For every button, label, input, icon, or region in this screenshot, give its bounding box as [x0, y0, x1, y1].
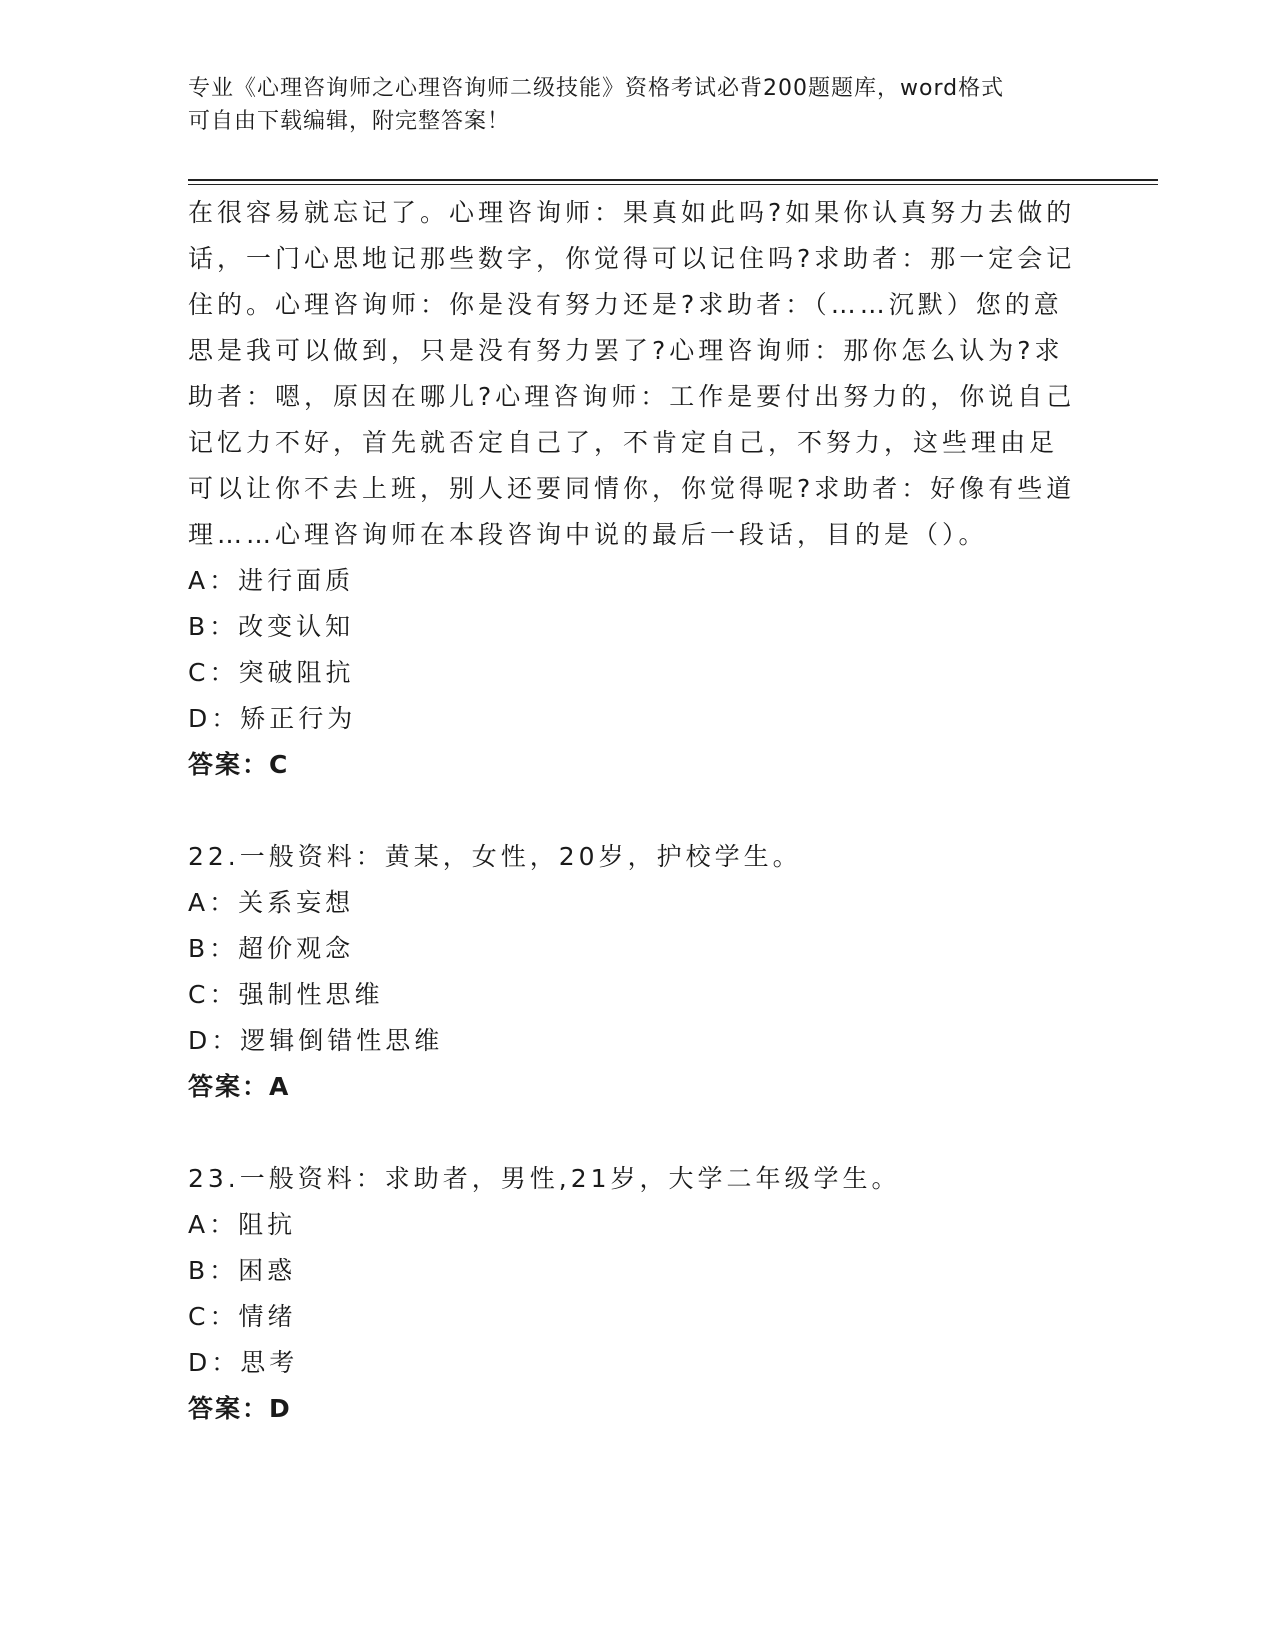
page-header — [188, 72, 1088, 138]
question-stem: 23.一般资料：求助者，男性,21岁，大学二年级学生。 — [188, 1164, 901, 1193]
spacer — [188, 788, 1088, 834]
header-rule-thick — [188, 179, 1158, 181]
passage-line: 住的。心理咨询师：你是没有努力还是?求助者：（……沉默）您的意 — [188, 290, 1063, 319]
header-title-line-1: 专业《心理咨询师之心理咨询师二级技能》资格考试必背200题题库，word格式 — [188, 76, 1005, 101]
option-b: B：改变认知 — [188, 612, 355, 641]
header-title-line-2: 可自由下载编辑，附完整答案！ — [188, 109, 511, 134]
option-b: B：困惑 — [188, 1256, 297, 1285]
question-stem: 22.一般资料：黄某，女性，20岁，护校学生。 — [188, 842, 802, 871]
passage-line: 记忆力不好，首先就否定自己了，不肯定自己，不努力，这些理由足 — [188, 428, 1059, 457]
passage-line: 理……心理咨询师在本段咨询中说的最后一段话，目的是（）。 — [188, 520, 988, 549]
option-a: A：关系妄想 — [188, 888, 355, 917]
passage-line: 助者：嗯，原因在哪儿?心理咨询师：工作是要付出努力的，你说自己 — [188, 382, 1076, 411]
question-22-block — [188, 834, 1088, 1110]
passage-line: 话，一门心思地记那些数字，你觉得可以记住吗?求助者：那一定会记 — [188, 244, 1076, 273]
option-c: C：情绪 — [188, 1302, 297, 1331]
option-d: D：思考 — [188, 1348, 299, 1377]
question-23-block — [188, 1156, 1088, 1432]
question-21-block — [188, 190, 1088, 788]
spacer — [188, 1110, 1088, 1156]
answer-line: 答案：C — [188, 750, 290, 779]
option-a: A：进行面质 — [188, 566, 355, 595]
option-b: B：超价观念 — [188, 934, 355, 963]
document-body — [188, 190, 1088, 1432]
option-a: A：阻抗 — [188, 1210, 297, 1239]
answer-line: 答案：D — [188, 1394, 292, 1423]
passage-line: 可以让你不去上班，别人还要同情你，你觉得呢?求助者：好像有些道 — [188, 474, 1076, 503]
passage-line: 在很容易就忘记了。心理咨询师：果真如此吗?如果你认真努力去做的 — [188, 198, 1076, 227]
option-d: D：矫正行为 — [188, 704, 357, 733]
passage-line: 思是我可以做到，只是没有努力罢了?心理咨询师：那你怎么认为?求 — [188, 336, 1064, 365]
option-c: C：强制性思维 — [188, 980, 384, 1009]
option-d: D：逻辑倒错性思维 — [188, 1026, 444, 1055]
header-rule-thin — [188, 184, 1158, 185]
option-c: C：突破阻抗 — [188, 658, 355, 687]
answer-line: 答案：A — [188, 1072, 291, 1101]
